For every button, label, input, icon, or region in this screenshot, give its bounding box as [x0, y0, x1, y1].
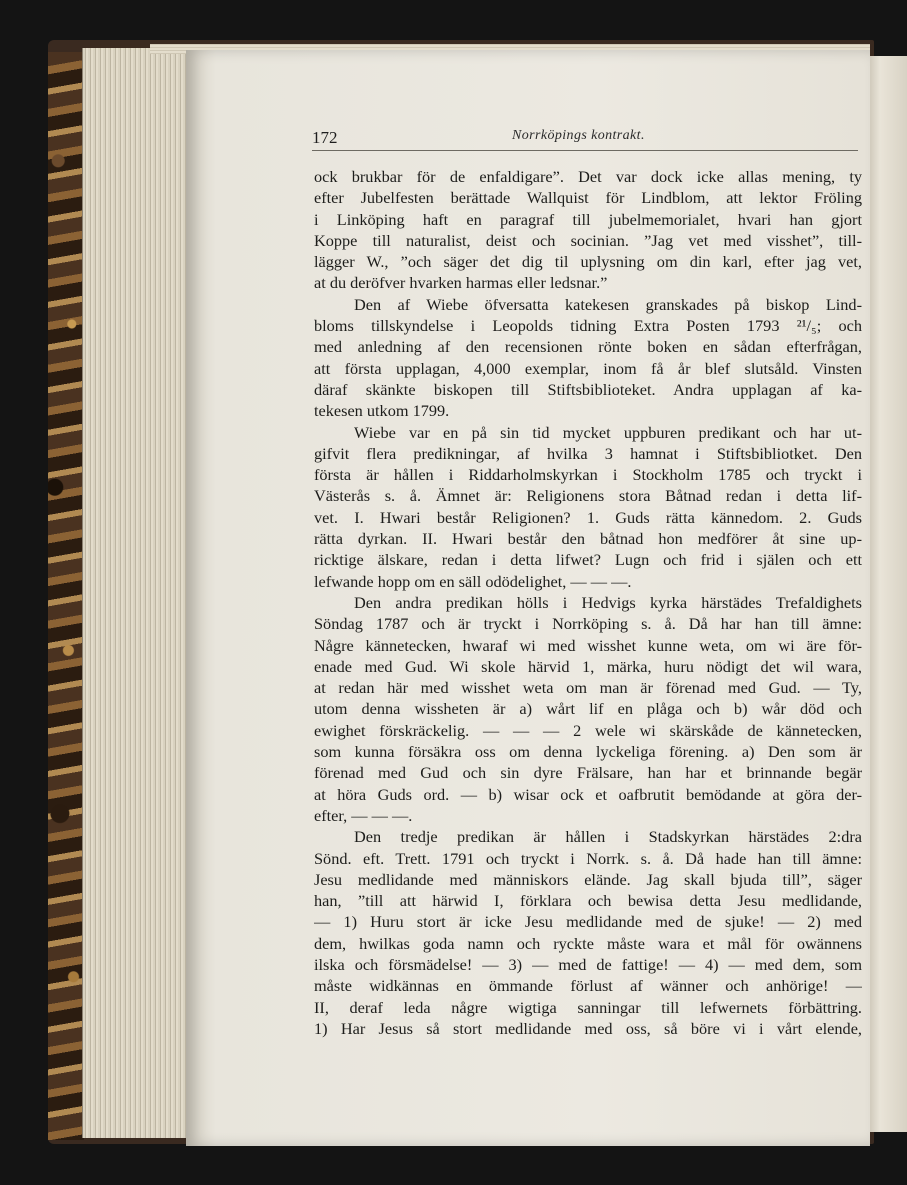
- text-line: II, deraf leda någre wigtiga sanningar till lefwernets förbättring.: [314, 997, 862, 1017]
- text-line: ilska och försmädelse! — 3) — med de fattige! — 4) — med dem, som: [314, 954, 862, 974]
- header-rule: [312, 150, 858, 151]
- text-line: Jesu medlidande med människors elände. Jag skall bjuda till”, säger: [314, 869, 862, 889]
- text-line: lägger W., ”och säger det dig til uplysning om din karl, efter jag vet,: [314, 252, 862, 272]
- text-line: enade med Gud. Wi skole härvid 1, märka, huru nödigt det wil wara,: [314, 656, 862, 676]
- body-text: [314, 166, 862, 1039]
- text-line: Någre kännetecken, hwaraf wi med wisshet kunne weta, om wi äre för-: [314, 635, 862, 655]
- text-line: lefwande hopp om en säll odödelighet, — — —.: [314, 571, 632, 591]
- marbled-edge: [48, 52, 84, 1140]
- text-line: Wiebe var en på sin tid mycket uppburen predikant och har ut-: [354, 422, 862, 442]
- text-line: förenad med Gud och sin dyre Frälsare, han har et brinnande begär: [314, 763, 862, 783]
- text-line: han, ”till att härwid I, förklara och bewisa detta Jesu medlidande,: [314, 891, 862, 911]
- text-line: måste widkännas en ömmande förlust af wänner och anhörige! —: [314, 976, 862, 996]
- text-line: utom denna wissheten är a) wårt lif en plåga och b) wår död och: [314, 699, 862, 719]
- text-line: efter, — — —.: [314, 805, 413, 825]
- text-line: efter Jubelfesten berättade Wallquist för Lindblom, att lektor Fröling: [314, 188, 862, 208]
- text-line: at redan här med wisshet weta om man är förenad med Gud. — Ty,: [314, 678, 862, 698]
- text-line: vet. I. Hwari består Religionen? 1. Guds rätta kännedom. 2. Guds: [314, 507, 862, 527]
- text-line: första är hållen i Riddarholmskyrkan i Stockholm 1785 och tryckt i: [314, 465, 862, 485]
- text-line: rätta dyrkan. II. Hwari består den båtnad hon medförer åt sine up-: [314, 529, 862, 549]
- running-head: Norrköpings kontrakt.: [512, 128, 645, 143]
- text-line: Koppe till naturalist, deist och socinian. ”Jag vet med visshet”, till-: [314, 230, 862, 250]
- text-line: Den tredje predikan är hållen i Stadskyrkan härstädes 2:dra: [354, 827, 862, 847]
- text-line: tekesen utkom 1799.: [314, 401, 450, 421]
- text-line: däraf skänkte biskopen till Stiftsbiblioteket. Andra upplagan af ka-: [314, 379, 862, 399]
- text-line: bloms tillskyndelse i Leopolds tidning Extra Posten 1793 ²¹/₅; och: [314, 316, 862, 336]
- page-stack-edge: [82, 48, 193, 1138]
- text-line: att första upplagan, 4,000 exemplar, inom få år blef slutsåld. Vinsten: [314, 358, 862, 378]
- page-number: 172: [312, 128, 338, 147]
- text-line: Den andra predikan hölls i Hedvigs kyrka härstädes Trefaldighets: [354, 592, 862, 612]
- text-line: dem, hwilkas goda namn och ryckte måste wara et mål för owännens: [314, 933, 862, 953]
- text-line: 1) Har Jesus så stort medlidande med oss, så böre vi i vårt elende,: [314, 1018, 862, 1038]
- text-line: i Linköping haft en paragraf till jubelmemorialet, hvari han gjort: [314, 209, 862, 229]
- text-line: at höra Guds ord. — b) wisar ock et oafbrutit bemödande at göra der-: [314, 784, 862, 804]
- text-line: gifvit flera predikningar, af hvilka 3 hamnat i Stiftsbibliotket. Den: [314, 443, 862, 463]
- text-line: ewighet förskräckelig. — — — 2 wele wi skärskåde de kännetecken,: [314, 720, 862, 740]
- text-line: — 1) Huru stort är icke Jesu medlidande med de sjuke! — 2) med: [314, 912, 862, 932]
- text-line: Sönd. eft. Trett. 1791 och tryckt i Norrk. s. å. Då hade han till ämne:: [314, 848, 862, 868]
- text-line: som kunna försäkra oss om denna lyckeliga förening. a) Den som är: [314, 742, 862, 762]
- text-line: Den af Wiebe öfversatta katekesen granskades på biskop Lind-: [354, 294, 862, 314]
- text-line: Västerås s. å. Ämnet är: Religionens stora Båtnad redan i detta lif-: [314, 486, 862, 506]
- text-line: ricktige älskare, redan i detta lifwet? Lugn och frid i själen och ett: [314, 550, 862, 570]
- text-line: at du deröfver hvarken harmas eller ledsnar.”: [314, 273, 608, 293]
- text-line: med anledning af den recensionen rönte boken en sådan efterfrågan,: [314, 337, 862, 357]
- text-line: ock brukbar för de enfaldigare”. Det var dock icke allas mening, ty: [314, 167, 862, 186]
- text-line: Söndag 1787 och är tryckt i Norrköping s. å. Då har han till ämne:: [314, 614, 862, 634]
